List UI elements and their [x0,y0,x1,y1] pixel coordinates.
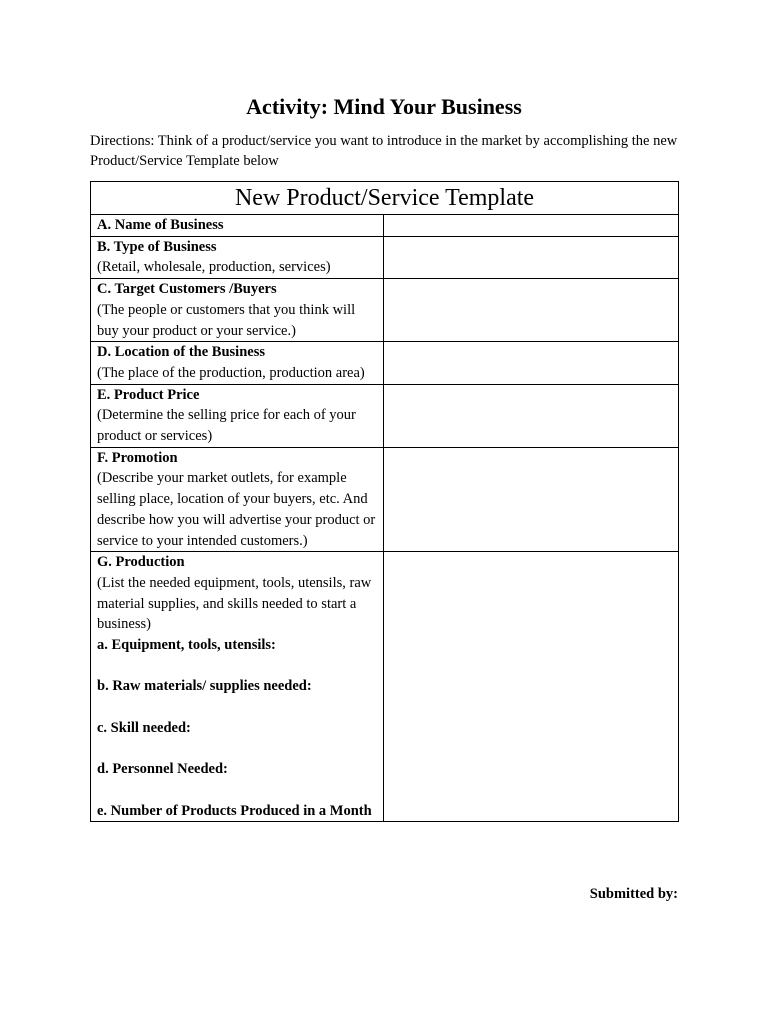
row-description: (The people or customers that you think will buy your product or your service.) [97,301,356,339]
answer-cell-production[interactable] [384,552,679,822]
answer-cell-name-of-business[interactable] [384,215,679,237]
row-description: (Describe your market outlets, for example selling place, location of your buyers, etc. And describe how you will advertise your product or service to your intended customers.) [97,470,376,549]
row-label-cell [91,384,384,447]
submitted-by-label: Submitted by: [589,886,678,902]
row-label-cell [91,447,384,552]
row-label: E. Product Price [97,386,200,403]
row-label-cell [91,552,384,822]
production-sub-number-of-products: e. Number of Products Produced in a Month [97,802,372,819]
table-row-product-price [91,384,679,447]
answer-cell-target-customers[interactable] [384,279,679,342]
production-sub-equipment: a. Equipment, tools, utensils: [97,637,276,654]
row-label-cell [91,215,384,237]
row-label-cell [91,279,384,342]
table-heading-row [91,182,679,215]
page-title: Activity: Mind Your Business [246,94,522,119]
answer-cell-product-price[interactable] [384,384,679,447]
answer-cell-promotion[interactable] [384,447,679,552]
table-row-location [91,342,679,384]
table-row-target-customers [91,279,679,342]
row-label: D. Location of the Business [97,344,265,361]
production-sub-personnel: d. Personnel Needed: [97,761,228,778]
table-row-type-of-business [91,236,679,278]
row-label: A. Name of Business [97,217,224,233]
production-sub-raw-materials: b. Raw materials/ supplies needed: [97,678,312,695]
answer-cell-location[interactable] [384,342,679,384]
table-row-promotion [91,447,679,552]
table-heading: New Product/Service Template [91,182,679,215]
row-label: G. Production [97,554,185,571]
row-label: C. Target Customers /Buyers [97,281,277,298]
row-label-cell [91,342,384,384]
table-row-production [91,552,679,822]
row-description: (Determine the selling price for each of your product or services) [97,407,356,445]
row-description: (List the needed equipment, tools, utensils, raw material supplies, and skills needed to start a business) [97,574,372,633]
row-label: F. Promotion [97,449,178,466]
product-service-template-table [90,181,679,822]
row-label-cell [91,236,384,278]
row-description: (The place of the production, production area) [97,364,365,381]
answer-cell-type-of-business[interactable] [384,236,679,278]
table-row-name-of-business [91,215,679,237]
production-sub-skill: c. Skill needed: [97,719,191,736]
row-description: (Retail, wholesale, production, services) [97,259,331,276]
directions-text: Directions: Think of a product/service you want to introduce in the market by accomplishing the new Product/Service Template below [90,133,678,169]
row-label: B. Type of Business [97,238,217,255]
